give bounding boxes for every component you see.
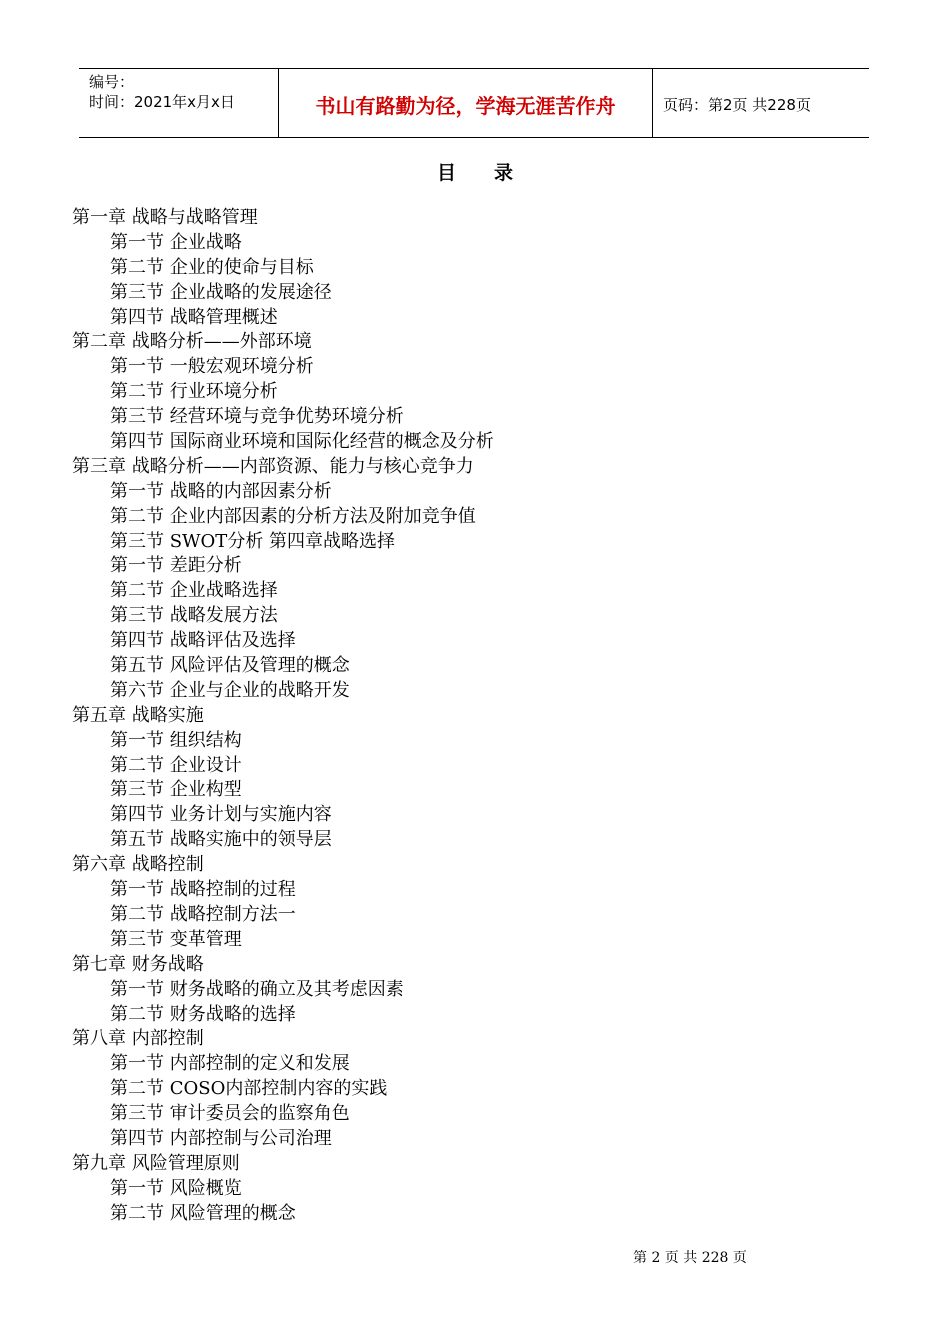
toc-section: 第二节 COSO内部控制内容的实践 xyxy=(110,1078,388,1100)
time-label: 时间：2021年x月x日 xyxy=(89,93,235,111)
toc-section: 第三节 经营环境与竞争优势环境分析 xyxy=(110,406,404,428)
toc-section: 第三节 战略发展方法 xyxy=(110,605,278,627)
toc-section: 第四节 战略管理概述 xyxy=(110,306,278,328)
header-motto: 书山有路勤为径，学海无涯苦作舟 xyxy=(279,69,653,137)
toc-section: 第四节 战略评估及选择 xyxy=(110,630,296,652)
toc-chapter: 第一章 战略与战略管理 xyxy=(72,207,258,228)
toc-chapter: 第三章 战略分析——内部资源、能力与核心竞争力 xyxy=(72,455,474,477)
page-title: 目录 xyxy=(436,162,551,184)
number-label: 编号： xyxy=(89,73,135,91)
toc-section: 第一节 内部控制的定义和发展 xyxy=(110,1053,350,1075)
toc-section: 第一节 风险概览 xyxy=(110,1177,242,1199)
toc-section: 第一节 差距分析 xyxy=(110,555,242,577)
toc-section: 第四节 业务计划与实施内容 xyxy=(110,804,332,826)
table-of-contents xyxy=(72,206,872,1227)
toc-chapter: 第八章 内部控制 xyxy=(72,1028,204,1050)
toc-section: 第三节 企业战略的发展途径 xyxy=(110,281,332,303)
toc-section: 第四节 国际商业环境和国际化经营的概念及分析 xyxy=(110,431,494,453)
header-page-info: 页码：第2页 共228页 xyxy=(663,95,811,114)
toc-section: 第二节 行业环境分析 xyxy=(110,381,278,403)
toc-section: 第二节 企业战略选择 xyxy=(110,580,278,602)
toc-section: 第二节 企业内部因素的分析方法及附加竞争值 xyxy=(110,505,476,527)
toc-section: 第一节 一般宏观环境分析 xyxy=(110,356,314,378)
toc-chapter: 第七章 财务战略 xyxy=(72,953,204,975)
toc-section: 第四节 内部控制与公司治理 xyxy=(110,1127,332,1149)
toc-section: 第三节 变革管理 xyxy=(110,928,242,950)
toc-section: 第二节 风险管理的概念 xyxy=(110,1202,296,1224)
toc-section: 第一节 组织结构 xyxy=(110,729,242,751)
toc-chapter: 第二章 战略分析——外部环境 xyxy=(72,331,312,353)
toc-section: 第二节 企业设计 xyxy=(110,754,242,776)
toc-section: 第二节 战略控制方法一 xyxy=(110,903,296,925)
toc-chapter: 第五章 战略实施 xyxy=(72,704,204,726)
toc-section: 第三节 SWOT分析 第四章战略选择 xyxy=(110,530,396,552)
toc-section: 第一节 企业战略 xyxy=(110,231,242,253)
toc-section: 第二节 财务战略的选择 xyxy=(110,1003,296,1025)
toc-section: 第六节 企业与企业的战略开发 xyxy=(110,679,350,701)
toc-section: 第一节 财务战略的确立及其考虑因素 xyxy=(110,978,404,1000)
toc-section: 第一节 战略控制的过程 xyxy=(110,879,296,901)
toc-section: 第三节 审计委员会的监察角色 xyxy=(110,1103,350,1125)
toc-section: 第三节 企业构型 xyxy=(110,779,242,801)
toc-section: 第二节 企业的使命与目标 xyxy=(110,256,314,278)
toc-section: 第五节 风险评估及管理的概念 xyxy=(110,655,350,677)
toc-chapter: 第九章 风险管理原则 xyxy=(72,1152,240,1174)
toc-section: 第五节 战略实施中的领导层 xyxy=(110,829,332,851)
toc-section: 第一节 战略的内部因素分析 xyxy=(110,480,332,502)
page-footer: 第 2 页 共 228 页 xyxy=(633,1250,747,1266)
toc-chapter: 第六章 战略控制 xyxy=(72,854,204,876)
header-meta xyxy=(79,69,279,137)
page-header xyxy=(79,68,869,138)
